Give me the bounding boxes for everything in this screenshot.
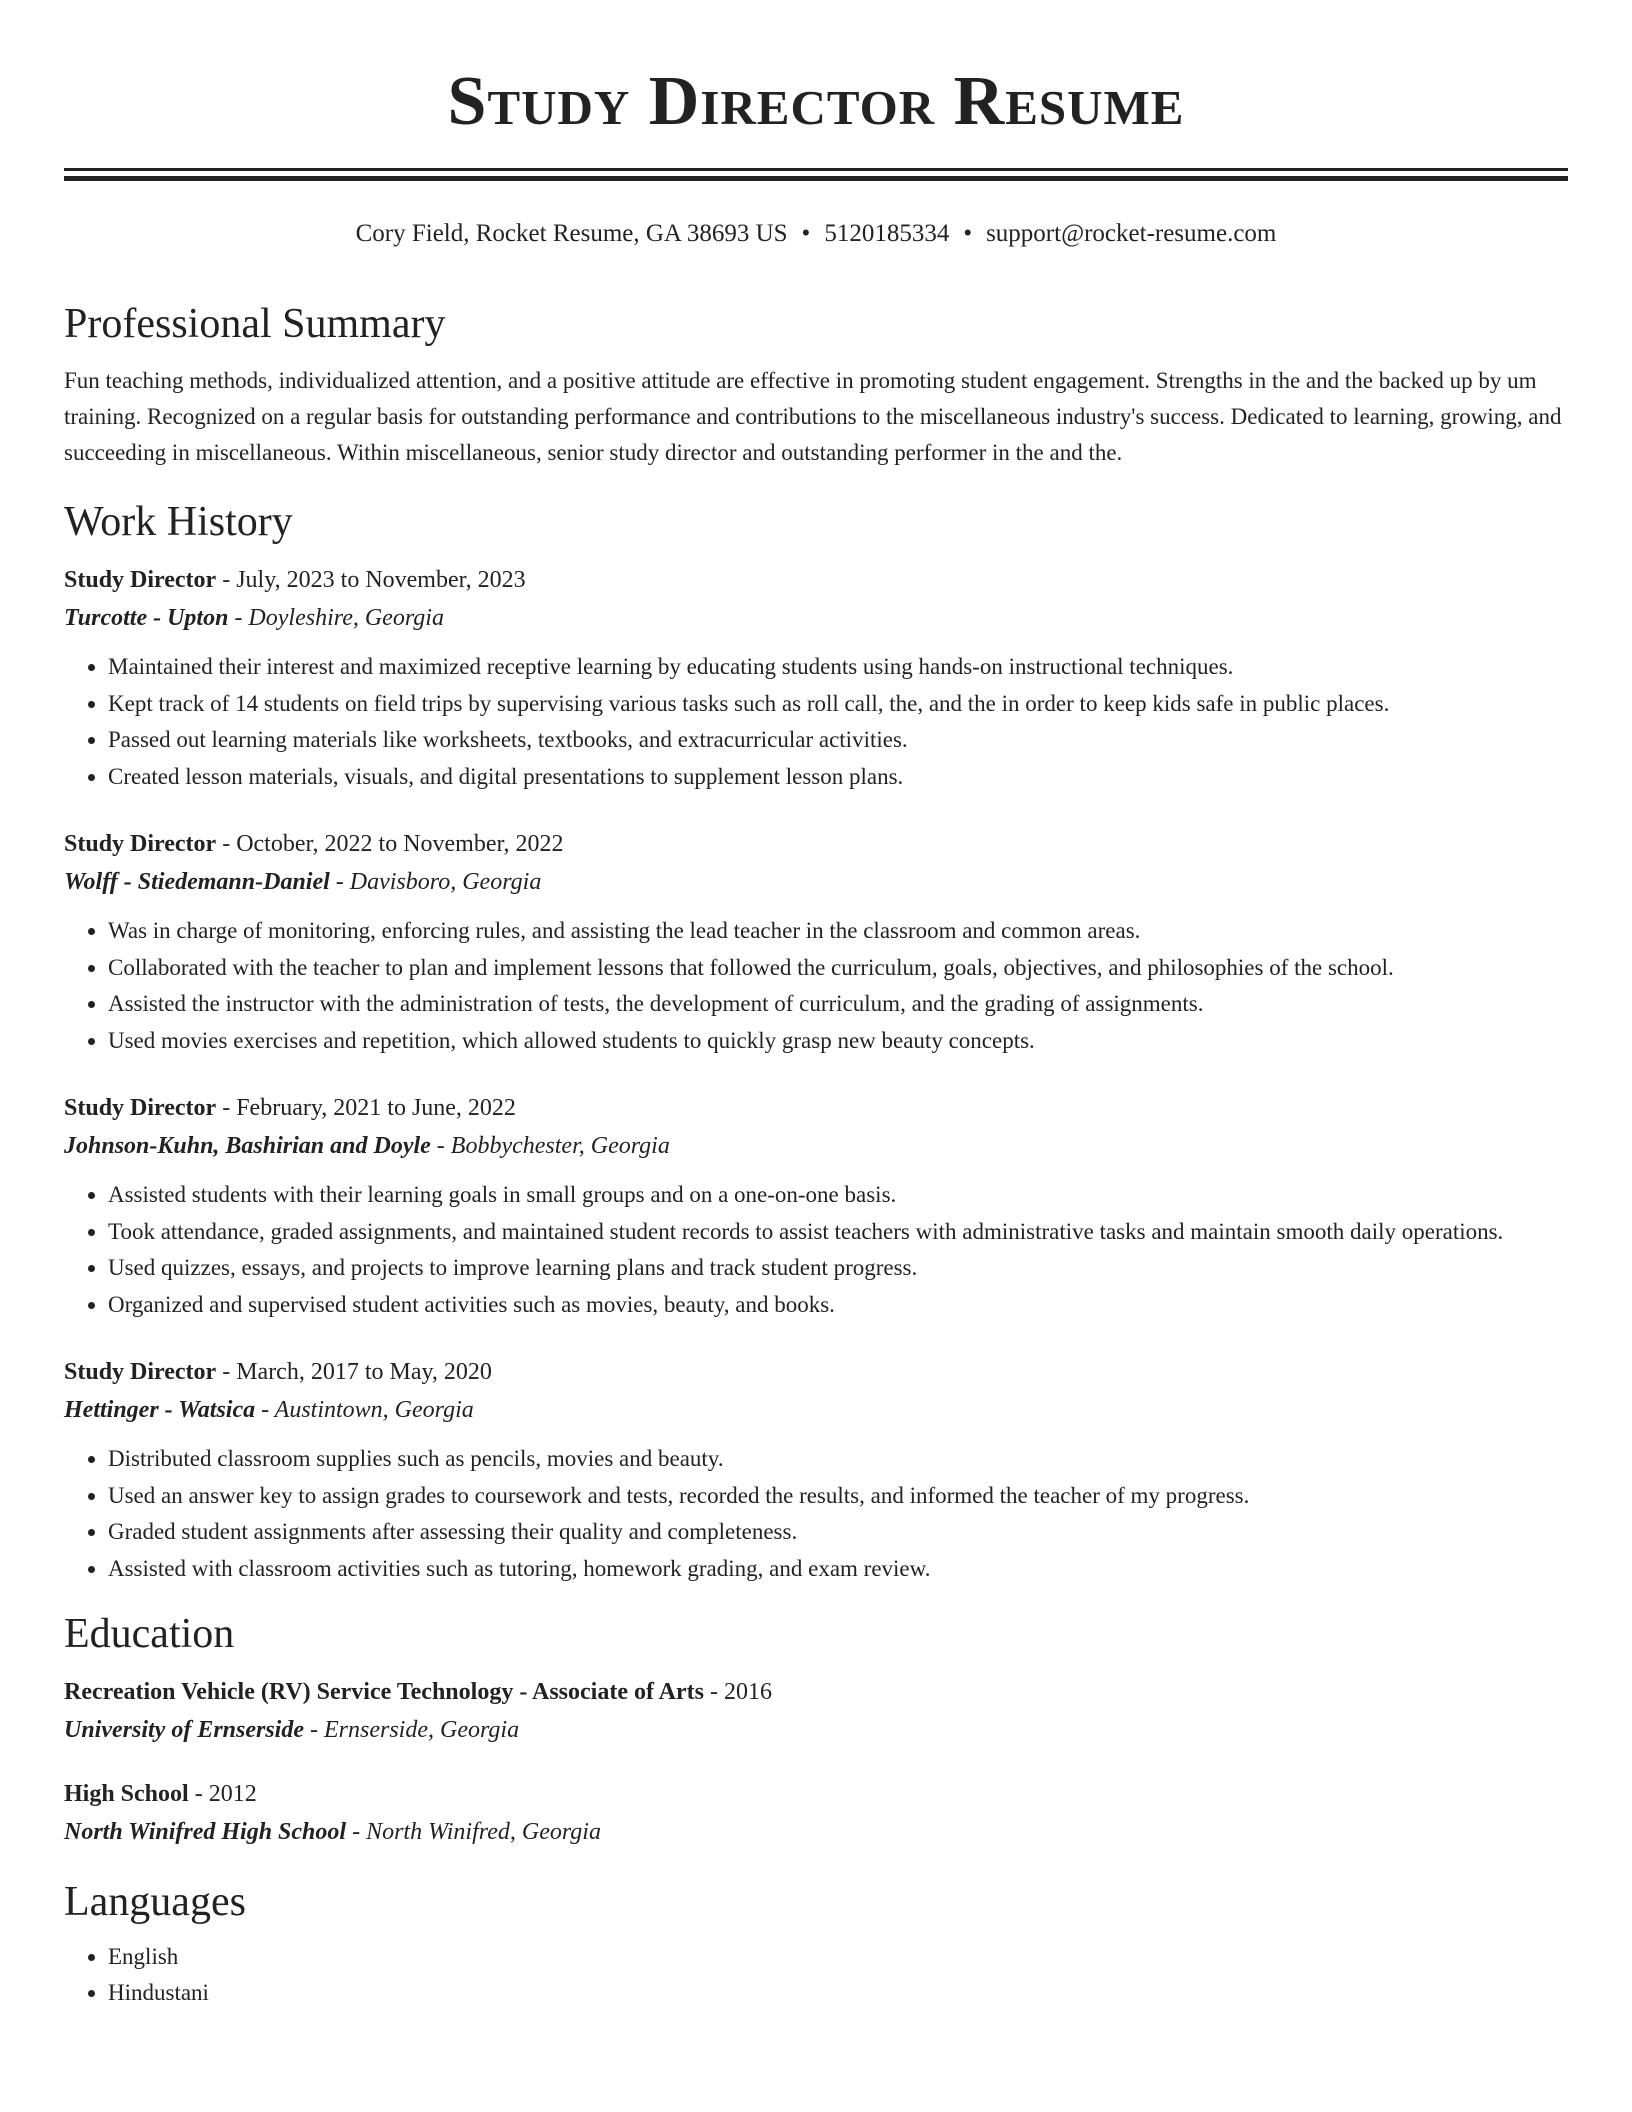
job-org-line — [64, 599, 1568, 637]
job-company: Turcotte - Upton — [64, 605, 229, 631]
job-bullets — [64, 649, 1568, 795]
job-title: Study Director — [64, 831, 217, 857]
list-item: • English — [108, 1939, 1568, 1975]
job-org-line — [64, 1391, 1568, 1429]
education-degree: Recreation Vehicle (RV) Service Technology - Associate of Arts — [64, 1679, 704, 1705]
list-item: • Graded student assignments after assessing their quality and completeness. — [108, 1514, 1568, 1551]
job-dates: - March, 2017 to May, 2020 — [216, 1359, 492, 1385]
list-item: • Assisted students with their learning goals in small groups and on a one-on-one basis. — [108, 1177, 1568, 1214]
education-school-line — [64, 1711, 1568, 1749]
job-title: Study Director — [64, 1359, 217, 1385]
job-title-line — [64, 1089, 1568, 1127]
list-item: • Used an answer key to assign grades to coursework and tests, recorded the results, and informed the teacher of my progress. — [108, 1478, 1568, 1515]
contact-phone: 5120185334 — [824, 220, 950, 247]
list-item: • Assisted the instructor with the administration of tests, the development of curriculum, and the grading of assignments. — [108, 986, 1568, 1023]
job-bullets — [64, 1441, 1568, 1587]
list-item: • Used movies exercises and repetition, which allowed students to quickly grasp new beauty concepts. — [108, 1023, 1568, 1060]
job-location: - Bobbychester, Georgia — [430, 1133, 670, 1159]
job-title-line — [64, 561, 1568, 599]
job-org-line — [64, 1127, 1568, 1165]
list-item: • Assisted with classroom activities such as tutoring, homework grading, and exam review. — [108, 1551, 1568, 1588]
summary-text: Fun teaching methods, individualized attention, and a positive attitude are effective in promoting student engagement. Strengths in the and the backed up by um training. Recognized on a regular basis for outstanding performance and contributions to the miscellaneous industry's success. Dedicated to learning, growing, and succeeding in miscellaneous. Within miscellaneous, senior study director and outstanding performer in the and the. — [64, 368, 1562, 465]
education-location: - Ernserside, Georgia — [304, 1717, 520, 1743]
job-company: Hettinger - Watsica — [64, 1397, 256, 1423]
job-bullets — [64, 913, 1568, 1059]
job-org-line — [64, 863, 1568, 901]
contact-separator: • — [801, 220, 811, 247]
work-history-heading: Work History — [64, 499, 293, 545]
list-item: • Maintained their interest and maximized receptive learning by educating students using hands-on instructional techniques. — [108, 649, 1568, 686]
contact-email: support@rocket-resume.com — [986, 220, 1277, 247]
list-item: • Kept track of 14 students on field trips by supervising various tasks such as roll call, the, and the in order to keep kids safe in public places. — [108, 686, 1568, 723]
education-school: University of Ernserside — [64, 1717, 304, 1743]
job-location: - Doyleshire, Georgia — [228, 605, 444, 631]
job-location: - Austintown, Georgia — [255, 1397, 474, 1423]
education-year: - 2012 — [188, 1781, 257, 1807]
job-location: - Davisboro, Georgia — [329, 869, 542, 895]
job-entry — [64, 1089, 1568, 1323]
education-school: North Winifred High School — [64, 1819, 347, 1845]
contact-line — [64, 217, 1568, 251]
list-item: • Used quizzes, essays, and projects to improve learning plans and track student progress. — [108, 1250, 1568, 1287]
job-entry — [64, 561, 1568, 795]
education-degree: High School — [64, 1781, 189, 1807]
list-item: • Collaborated with the teacher to plan and implement lessons that followed the curriculum, goals, objectives, and philosophies of the school. — [108, 950, 1568, 987]
job-entry — [64, 825, 1568, 1059]
list-item: • Created lesson materials, visuals, and digital presentations to supplement lesson plans. — [108, 759, 1568, 796]
job-entry — [64, 1353, 1568, 1587]
job-company: Wolff - Stiedemann-Daniel — [64, 869, 330, 895]
title-divider-bottom — [64, 176, 1568, 181]
title-divider-top — [64, 168, 1568, 171]
job-dates: - October, 2022 to November, 2022 — [216, 831, 564, 857]
languages-heading: Languages — [64, 1879, 246, 1925]
job-company: Johnson-Kuhn, Bashirian and Doyle — [64, 1133, 431, 1159]
list-item: • Was in charge of monitoring, enforcing rules, and assisting the lead teacher in the classroom and common areas. — [108, 913, 1568, 950]
job-title: Study Director — [64, 567, 217, 593]
list-item: • Passed out learning materials like worksheets, textbooks, and extracurricular activities. — [108, 722, 1568, 759]
languages-list — [64, 1939, 1568, 2011]
contact-separator: • — [963, 220, 973, 247]
list-item: • Hindustani — [108, 1975, 1568, 2011]
education-year: - 2016 — [703, 1679, 772, 1705]
job-title-line — [64, 1353, 1568, 1391]
job-title-line — [64, 825, 1568, 863]
education-degree-line — [64, 1775, 1568, 1813]
resume-title: Study Director Resume — [447, 63, 1185, 140]
job-title: Study Director — [64, 1095, 217, 1121]
education-location: - North Winifred, Georgia — [346, 1819, 601, 1845]
list-item: • Organized and supervised student activities such as movies, beauty, and books. — [108, 1287, 1568, 1324]
education-heading: Education — [64, 1611, 235, 1657]
summary-heading: Professional Summary — [64, 301, 446, 347]
education-degree-line — [64, 1673, 1568, 1711]
job-dates: - July, 2023 to November, 2023 — [216, 567, 526, 593]
list-item: • Distributed classroom supplies such as pencils, movies and beauty. — [108, 1441, 1568, 1478]
list-item: • Took attendance, graded assignments, and maintained student records to assist teachers with administrative tasks and maintain smooth daily operations. — [108, 1214, 1568, 1251]
job-dates: - February, 2021 to June, 2022 — [216, 1095, 516, 1121]
education-school-line — [64, 1813, 1568, 1851]
education-entry — [64, 1775, 1568, 1851]
job-bullets — [64, 1177, 1568, 1323]
education-entry — [64, 1673, 1568, 1749]
contact-address: Cory Field, Rocket Resume, GA 38693 US — [355, 220, 788, 247]
